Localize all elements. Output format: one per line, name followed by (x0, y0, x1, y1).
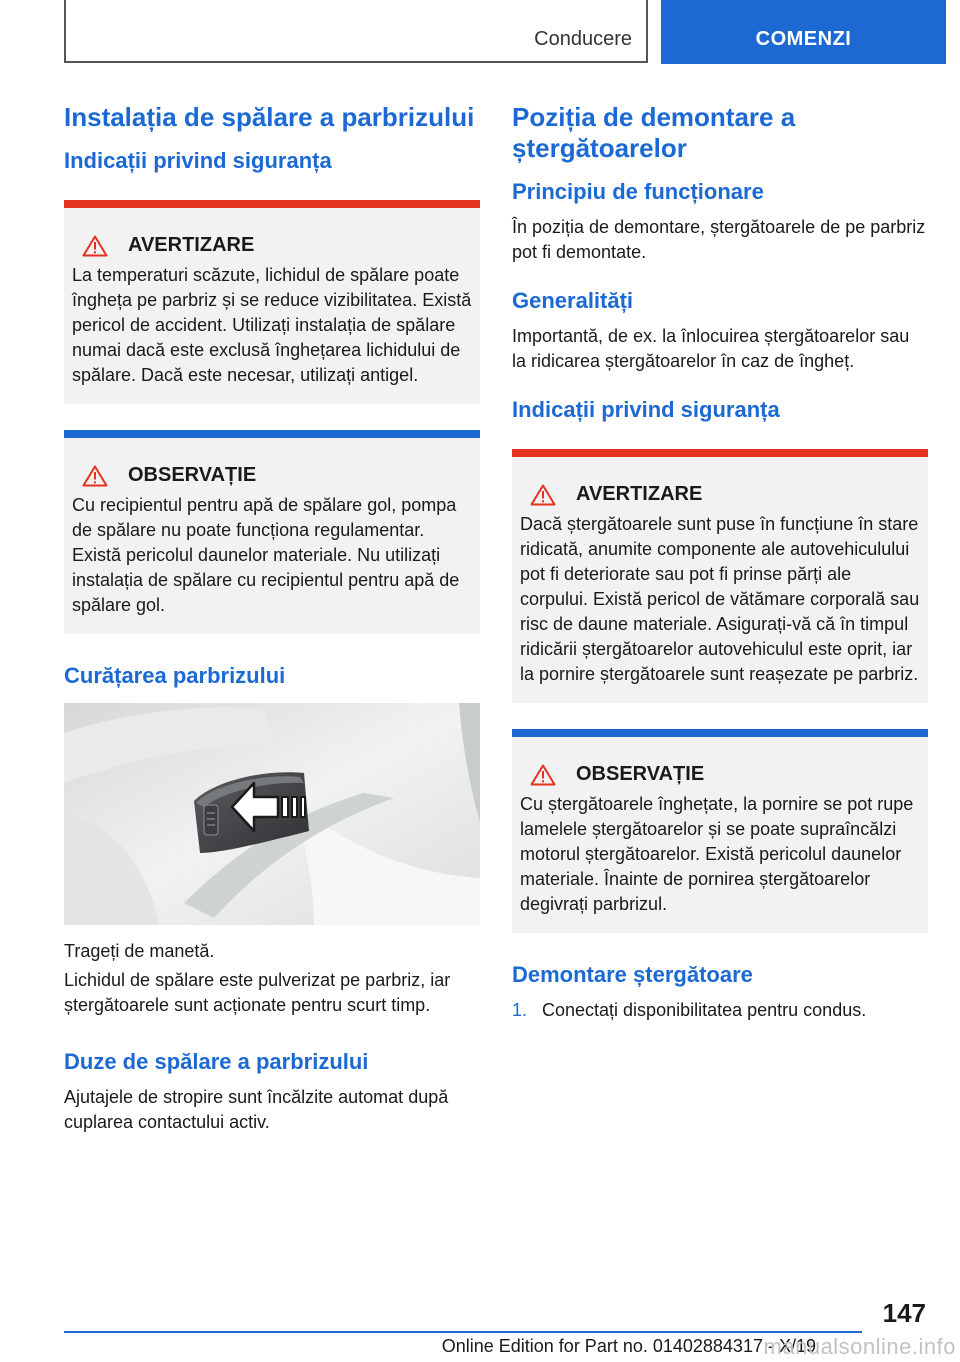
removal-steps (512, 998, 928, 1023)
nozzles-text: Ajutajele de stropire sunt încălzite automat după cuplarea contactului activ. (64, 1087, 449, 1132)
clean-result-text: Lichidul de spălare este pulverizat pe parbriz, iar ștergătoarele sunt acționate pentru scurt timp. (64, 970, 451, 1015)
note-box-right (512, 729, 928, 933)
edition-text: Online Edition for Part no. 01402884317 - X/19 (441, 1336, 816, 1356)
heading-safety-notes: Indicații privind siguranța (64, 148, 332, 173)
warning-triangle-icon (82, 465, 108, 487)
note-text: Cu recipientul pentru apă de spălare gol, pompa de spălare nu poate funcționa regulamentar. Există pericolul daunelor materiale. Nu utilizați instalația de spălare cu recipientul pentru apă de spălare gol. (72, 495, 460, 615)
right-column (512, 96, 928, 1023)
page-header (0, 0, 960, 66)
warning-label-right: AVERTIZARE (576, 483, 703, 505)
heading-wiper-service-position: Poziția de demontare a ștergătoarelor (512, 102, 796, 163)
warning-label: AVERTIZARE (128, 234, 255, 256)
left-column (64, 96, 480, 1139)
section-tab (661, 0, 946, 64)
warning-triangle-icon (82, 235, 108, 257)
step-text: Conectați disponibilitatea pentru condus. (542, 1000, 867, 1020)
wiper-lever-image (64, 703, 480, 925)
watermark: manualsonline.info (763, 1334, 956, 1359)
clean-step-text: Trageți de manetă. (64, 941, 215, 961)
heading-operating-principle: Principiu de funcționare (512, 179, 764, 204)
note-title (72, 464, 472, 487)
warning-triangle-icon (530, 484, 556, 506)
heading-general: Generalități (512, 288, 634, 313)
warning-triangle-icon (530, 764, 556, 786)
note-title-right (520, 763, 920, 786)
page-number: 147 (882, 1298, 926, 1328)
list-item (512, 998, 928, 1023)
heading-wiper-removal: Demontare ștergătoare (512, 962, 753, 987)
section-title: COMENZI (755, 28, 852, 50)
principle-text: În poziția de demontare, ștergătoarele de pe parbriz pot fi demontate. (512, 217, 926, 262)
heading-windshield-cleaning: Curățarea parbrizului (64, 663, 286, 688)
note-label: OBSERVAȚIE (128, 464, 257, 486)
footer-rule (64, 1331, 862, 1333)
chapter-title: Conducere (534, 28, 632, 50)
heading-safety-notes-right: Indicații privind siguranța (512, 397, 780, 422)
step-number: 1. (512, 1000, 528, 1020)
warning-title-right (520, 483, 920, 506)
heading-washer-system: Instalația de spălare a parbrizului (64, 102, 475, 132)
warning-box-right (512, 449, 928, 703)
warning-text-right: Dacă ștergătoarele sunt puse în funcțiune în stare ridicată, anumite componente ale autovehiculului pot fi deteriorate sau pot fi prinse părți ale corpului. Există pericol de vătămare corporală sau risc de daune materiale. Asigurați-vă că în timpul ridicării ștergătoarelor autovehiculul este oprit, iar la pornire ștergătoarele sunt reașezate pe parbriz. (520, 514, 920, 684)
chapter-tab (64, 0, 648, 63)
note-text-right: Cu ștergătoarele înghețate, la pornire se pot rupe lamelele ștergătoarelor și se poate supraîncălzi motorul ștergătoarelor. Există pericolul daunelor materiale. Înainte de pornirea ștergătoarelor degivrați parbrizul. (520, 794, 914, 914)
warning-box (64, 200, 480, 404)
note-box (64, 430, 480, 634)
note-label-right: OBSERVAȚIE (576, 763, 705, 785)
general-text: Importantă, de ex. la înlocuirea ștergătoarelor sau la ridicarea ștergătoarelor în caz de îngheț. (512, 326, 910, 371)
warning-text: La temperaturi scăzute, lichidul de spălare poate îngheța pe parbriz și se reduce vizibilitatea. Există pericol de accident. Utilizați instalația de spălare numai dacă este exclusă înghețarea lichidului de spălare. Dacă este necesar, utilizați antigel. (72, 265, 472, 385)
warning-title (72, 234, 472, 257)
heading-washer-nozzles: Duze de spălare a parbrizului (64, 1049, 369, 1074)
